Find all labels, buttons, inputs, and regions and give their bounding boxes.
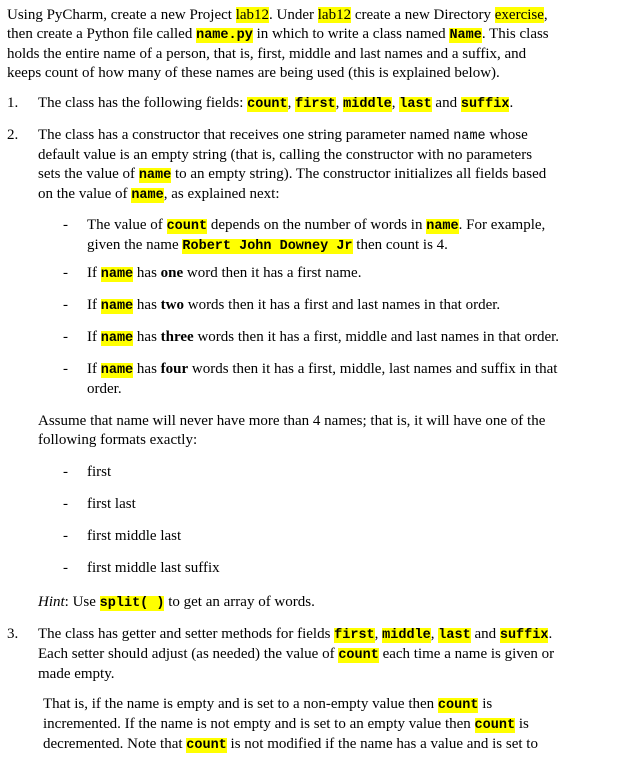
format-item: first middle last suffix — [87, 560, 220, 576]
field-name: last — [399, 97, 432, 112]
field-name: count — [186, 738, 227, 753]
item-text: Each setter should adjust (as needed) the value of — [38, 646, 339, 662]
bullet-text: words then it has a first and last names in that order. — [183, 297, 501, 313]
class-name: Name — [449, 28, 482, 43]
item-text: , — [335, 95, 344, 111]
bullet-dash: - — [63, 464, 68, 480]
item-text: to an empty string). The constructor initializes all fields based — [171, 166, 547, 182]
item-text: , — [287, 95, 296, 111]
item-number: 1. — [7, 95, 19, 111]
item-text: whose — [485, 127, 528, 143]
param-name: name — [138, 168, 172, 183]
bullet-four-words — [87, 360, 627, 399]
bullet-bold: four — [160, 361, 189, 377]
item-number: 2. — [7, 127, 19, 143]
field-name: middle — [343, 97, 392, 112]
bullet-dash: - — [63, 361, 68, 377]
format-item: first middle last — [87, 528, 182, 544]
intro-text: , — [543, 7, 548, 23]
param-name: name — [131, 188, 164, 203]
item-text: , — [430, 626, 439, 642]
item-text: That is, if the name is empty and is set to a non-empty value then — [43, 696, 438, 712]
format-item: first — [87, 464, 112, 480]
param-name: name — [100, 267, 134, 282]
item-text: on the value of — [38, 186, 132, 202]
bullet-dash: - — [63, 528, 68, 544]
item-text: and — [431, 95, 461, 111]
bullet-text: given the name — [87, 237, 183, 253]
assume-text: following formats exactly: — [38, 432, 198, 448]
bullet-bold: three — [160, 329, 194, 345]
item-text: . — [509, 95, 514, 111]
bullet-three-words — [87, 328, 627, 348]
bullet-text: If — [87, 329, 101, 345]
item-text: is not modified if the name has a value and is set to — [226, 736, 538, 752]
bullet-text: has — [133, 329, 161, 345]
bullet-two-words — [87, 296, 627, 316]
item-text: decremented. Note that — [43, 736, 187, 752]
param-name: name — [453, 129, 486, 144]
item-text: The class has getter and setter methods for fields — [38, 626, 335, 642]
project-name: lab12 — [317, 7, 352, 23]
bullet-text: The value of — [87, 217, 167, 233]
item-text: , as explained next: — [163, 186, 280, 202]
field-name: middle — [382, 628, 431, 643]
bullet-text: has — [133, 297, 161, 313]
item-text: is — [478, 696, 493, 712]
hint-code: split( ) — [99, 596, 165, 611]
bullet-dash: - — [63, 496, 68, 512]
item-text: and — [470, 626, 500, 642]
bullet-text: has — [133, 265, 161, 281]
format-item: first last — [87, 496, 136, 512]
hint-line — [38, 593, 628, 613]
bullet-text: words then it has a first, middle and last names in that order. — [193, 329, 560, 345]
bullet-dash: - — [63, 329, 68, 345]
item1-text — [38, 94, 628, 114]
item-text: made empty. — [38, 666, 115, 682]
item-text: . — [548, 626, 553, 642]
assume-paragraph — [38, 412, 628, 450]
intro-line-3: holds the entire name of a person, that is, first, middle and last names and a suffix, and — [7, 46, 527, 62]
bullet-dash: - — [63, 560, 68, 576]
item3-text — [38, 625, 628, 684]
bullet-count — [87, 216, 627, 256]
bullet-dash: - — [63, 297, 68, 313]
item-text: The class has the following fields: — [38, 95, 248, 111]
intro-text: then create a Python file called — [7, 26, 197, 42]
bullet-bold: one — [160, 265, 184, 281]
item-text: is — [515, 716, 529, 732]
param-name: name — [100, 331, 134, 346]
bullet-one-word — [87, 264, 627, 284]
intro-text: Using PyCharm, create a new Project — [7, 7, 236, 23]
param-name: name — [100, 299, 134, 314]
bullet-text: If — [87, 297, 101, 313]
bullet-text: . For example, — [458, 217, 546, 233]
param-name: name — [426, 219, 459, 234]
item-text: sets the value of — [38, 166, 139, 182]
item3-paragraph — [43, 695, 628, 755]
intro-line-4: keeps count of how many of these names are being used (this is explained below). — [7, 65, 500, 81]
field-name: count — [247, 97, 288, 112]
intro-text: . Under — [269, 7, 318, 23]
item-text: each time a name is given or — [378, 646, 555, 662]
field-name: count — [338, 648, 379, 663]
item2-text — [38, 126, 628, 205]
project-name: lab12 — [235, 7, 270, 23]
field-name: suffix — [460, 97, 510, 112]
directory-name: exercise — [494, 7, 544, 23]
bullet-text: word then it has a first name. — [183, 265, 362, 281]
intro-line-2 — [7, 25, 627, 45]
intro-text: in which to write a class named — [252, 26, 450, 42]
field-name: first — [295, 97, 336, 112]
field-name: first — [334, 628, 375, 643]
item-text: default value is an empty string (that is, calling the constructor with no parameters — [38, 147, 533, 163]
example-name: Robert John Downey Jr — [182, 239, 353, 254]
intro-text: create a new Directory — [351, 7, 495, 23]
bullet-text: order. — [87, 381, 122, 397]
bullet-text: has — [133, 361, 161, 377]
field-name: last — [438, 628, 471, 643]
item-text: , — [374, 626, 383, 642]
hint-text: to get an array of words. — [164, 594, 315, 610]
param-name: name — [100, 363, 134, 378]
item-text: incremented. If the name is not empty and is set to an empty value then — [43, 716, 475, 732]
bullet-text: If — [87, 265, 101, 281]
bullet-dash: - — [63, 217, 68, 233]
hint-text: : Use — [64, 594, 100, 610]
bullet-text: If — [87, 361, 101, 377]
bullet-text: then count is 4. — [352, 237, 448, 253]
item-text: , — [391, 95, 400, 111]
file-name: name.py — [196, 28, 253, 43]
field-name: count — [474, 718, 516, 733]
field-name: suffix — [499, 628, 549, 643]
bullet-dash: - — [63, 265, 68, 281]
field-name: count — [166, 219, 208, 234]
intro-line-1 — [7, 6, 627, 25]
bullet-bold: two — [160, 297, 184, 313]
item-text: The class has a constructor that receives one string parameter named — [38, 127, 454, 143]
item-number: 3. — [7, 626, 19, 642]
bullet-text: depends on the number of words in — [207, 217, 427, 233]
assume-text: Assume that name will never have more than 4 names; that is, it will have one of the — [38, 413, 546, 429]
intro-paragraph — [7, 6, 627, 83]
intro-text: . This class — [481, 26, 549, 42]
bullet-text: words then it has a first, middle, last names and suffix in that — [188, 361, 558, 377]
hint-label: Hint — [38, 594, 65, 610]
field-name: count — [437, 698, 479, 713]
